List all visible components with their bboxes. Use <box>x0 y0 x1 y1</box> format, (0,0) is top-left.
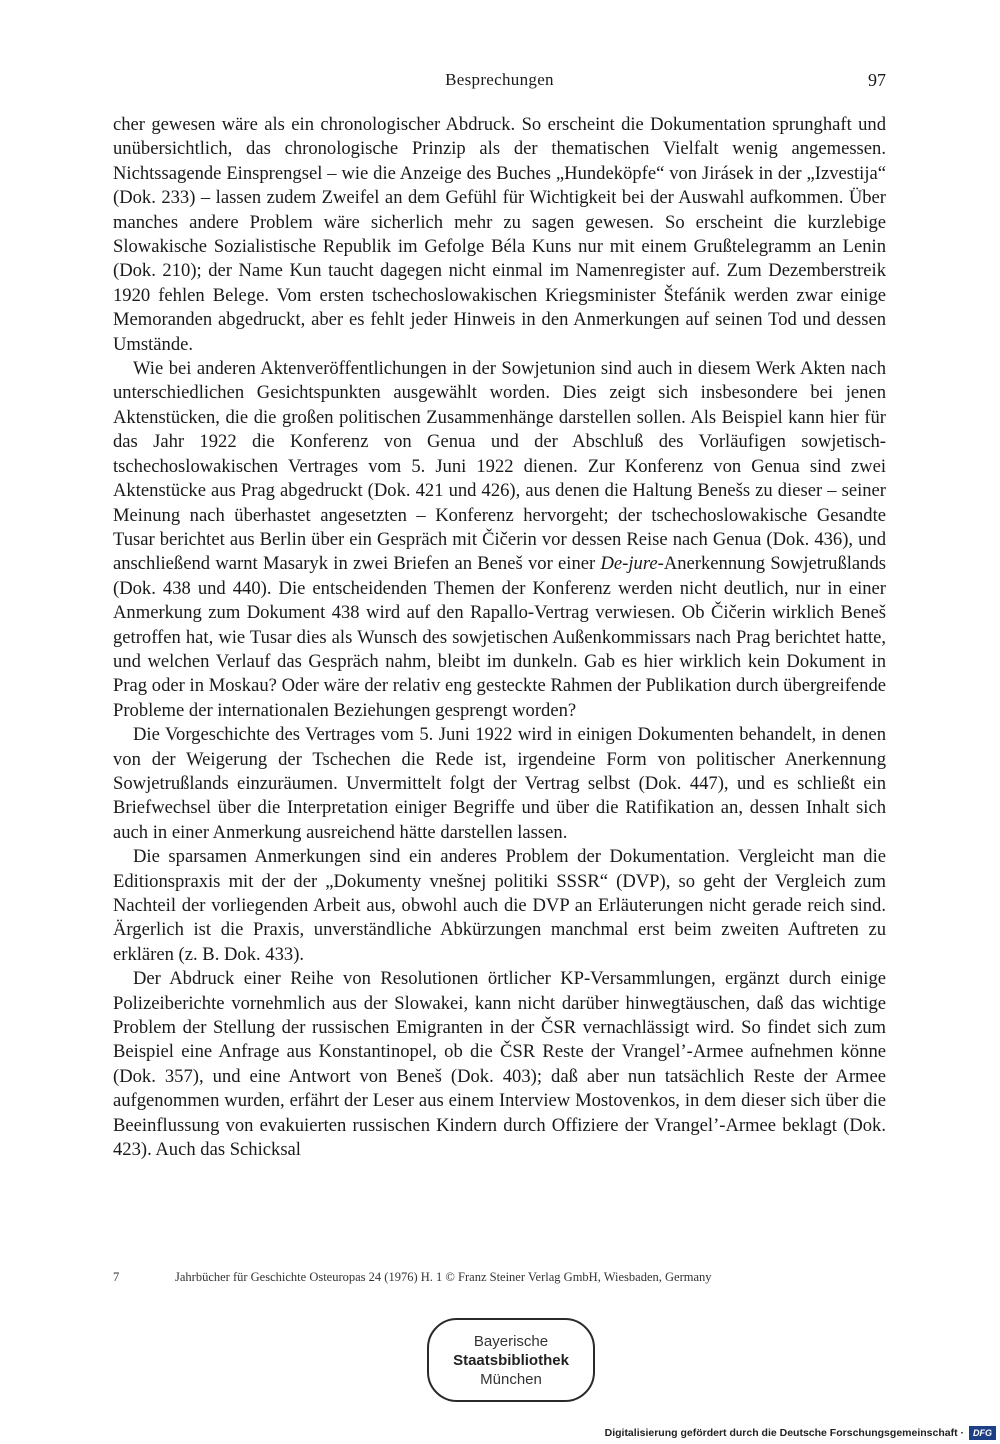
footer-signature: 7 <box>113 1270 120 1284</box>
dfg-logo-icon: DFG <box>969 1426 996 1440</box>
library-stamp <box>427 1318 595 1402</box>
paragraph-2-italic-term: De-jure <box>600 553 658 575</box>
page-number: 97 <box>868 70 886 90</box>
running-title: Besprechungen <box>445 70 554 89</box>
paragraph-5 <box>113 967 886 1162</box>
paragraph-4-text: Die sparsamen Anmerkungen sind ein anderes Problem der Dokumentation. Vergleicht man die Editionspraxis mit der der „Dokumenty vnešnej politiki SSSR“ (DVP), so geht der Vergleich zum Nachteil der vorliegenden Arbeit aus, obwohl auch die DVP an Erläuterungen nicht gerade reich sind. Ärgerlich ist die Praxis, unverständliche Abkürzungen manchmal erst beim zweiten Auftreten zu erklären (z. B. Dok. 433). <box>113 846 886 965</box>
paragraph-2 <box>113 357 886 723</box>
footer-citation: Jahrbücher für Geschichte Osteuropas 24 (1976) H. 1 © Franz Steiner Verlag GmbH, Wiesbaden, Germany <box>175 1270 712 1284</box>
paragraph-2-text-a: Wie bei anderen Aktenveröffentlichungen in der Sowjetunion sind auch in diesem Werk Akten nach unterschiedlichen Gesichtspunkten ausgewählt worden. Dies zeigt sich insbesondere bei jenen Aktenstücken, die die großen politischen Zusammenhänge darstellen sollen. Als Beispiel kann hier für das Jahr 1922 die Konferenz von Genua und der Abschluß des Vorläufigen sowjetisch-tschechoslowakischen Vertrages vom 5. Juni 1922 dienen. Zur Konferenz von Genua sind zwei Aktenstücke aus Prag abgedruckt (Dok. 421 und 426), aus denen die Haltung Benešs zu dieser – seiner Meinung nach überhastet angesetzten – Konferenz hervorgeht; der tschechoslowakische Gesandte Tusar berichtet aus Berlin über ein Gespräch mit Čičerin vor dessen Reise nach Genua (Dok. 436), und anschließend warnt Masaryk in zwei Briefen an Beneš vor einer <box>113 358 886 575</box>
paragraph-1 <box>113 113 886 357</box>
paragraph-3 <box>113 723 886 845</box>
paragraph-5-text: Der Abdruck einer Reihe von Resolutionen örtlicher KP-Versammlungen, ergänzt durch einige Polizeiberichte vornehmlich aus der Slowakei, kann nicht darüber hinwegtäuschen, daß das wichtige Problem der Stellung der russischen Emigranten in der ČSR vernachlässigt wird. So findet sich zum Beispiel eine Anfrage aus Konstantinopel, ob die ČSR Reste der Vrangel’-Armee aufnehmen könne (Dok. 357), und eine Antwort von Beneš (Dok. 403); daß aber nun tatsächlich Reste der Armee aufgenommen wurden, erfährt der Leser aus einem Interview Mostovenkos, in dem dieser sich über die Beeinflussung von evakuierten russischen Kindern durch Offiziere der Vrangel’-Armee beklagt (Dok. 423). Auch das Schicksal <box>113 968 886 1161</box>
paragraph-3-text: Die Vorgeschichte des Vertrages vom 5. Juni 1922 wird in einigen Dokumenten behandelt, in denen von der Weigerung der Tschechen die Rede ist, irgendeine Form von politischer Anerkennung Sowjetrußlands einzuräumen. Unvermittelt folgt der Vertrag selbst (Dok. 447), und es schließt ein Briefwechsel über die Interpretation einiger Begriffe und über die Ratifikation an, dessen Inhalt sich auch in einer Anmerkung ausreichend hätte darstellen lassen. <box>113 724 886 843</box>
funding-notice <box>605 1425 996 1441</box>
running-header <box>113 70 886 98</box>
funding-text: Digitalisierung gefördert durch die Deutsche Forschungsgemeinschaft · <box>604 1427 964 1439</box>
body-text <box>113 113 886 1162</box>
stamp-line-3: München <box>480 1370 542 1388</box>
paragraph-2-text-b: -Anerkennung Sowjetrußlands (Dok. 438 und 440). Die entscheidenden Themen der Konferenz werden nicht deutlich, nur in einer Anmerkung zum Dokument 438 wird auf den Rapallo-Vertrag verwiesen. Ob Čičerin wirklich Beneš getroffen hat, wie Tusar dies als Wunsch des sowjetischen Außenkommissars nach Prag berichtet hatte, und welchen Verlauf das Gespräch nahm, bleibt im dunkeln. Gab es hier wirklich kein Dokument in Prag oder in Moskau? Oder wäre der relativ eng gesteckte Rahmen der Publikation durch übergreifende Probleme der internationalen Beziehungen gesprengt worden? <box>113 553 886 721</box>
paragraph-1-text: cher gewesen wäre als ein chronologischer Abdruck. So erscheint die Dokumentation sprunghaft und unübersichtlich, das chronologische Prinzip als der thematischen Vielfalt wenig angemessen. Nichtssagende Einsprengsel – wie die Anzeige des Buches „Hundeköpfe“ von Jirásek in der „Izvestija“ (Dok. 233) – lassen zudem Zweifel an dem Gefühl für Wichtigkeit bei der Auswahl aufkommen. Über manches andere Problem wäre sicherlich mehr zu sagen gewesen. So erscheint die kurzlebige Slowakische Sozialistische Republik im Gefolge Béla Kuns nur mit einem Grußtelegramm an Lenin (Dok. 210); der Name Kun taucht dagegen nicht einmal im Namenregister auf. Zum Dezemberstreik 1920 fehlen Belege. Vom ersten tschechoslowakischen Kriegsminister Štefánik werden zwar einige Memoranden abgedruckt, aber es fehlt jeder Hinweis in den Anmerkungen auf seinen Tod und dessen Umstände. <box>113 114 886 355</box>
paragraph-4 <box>113 845 886 967</box>
stamp-line-2: Staatsbibliothek <box>453 1351 569 1369</box>
footer-citation-line <box>113 1270 886 1285</box>
stamp-line-1: Bayerische <box>473 1332 549 1350</box>
